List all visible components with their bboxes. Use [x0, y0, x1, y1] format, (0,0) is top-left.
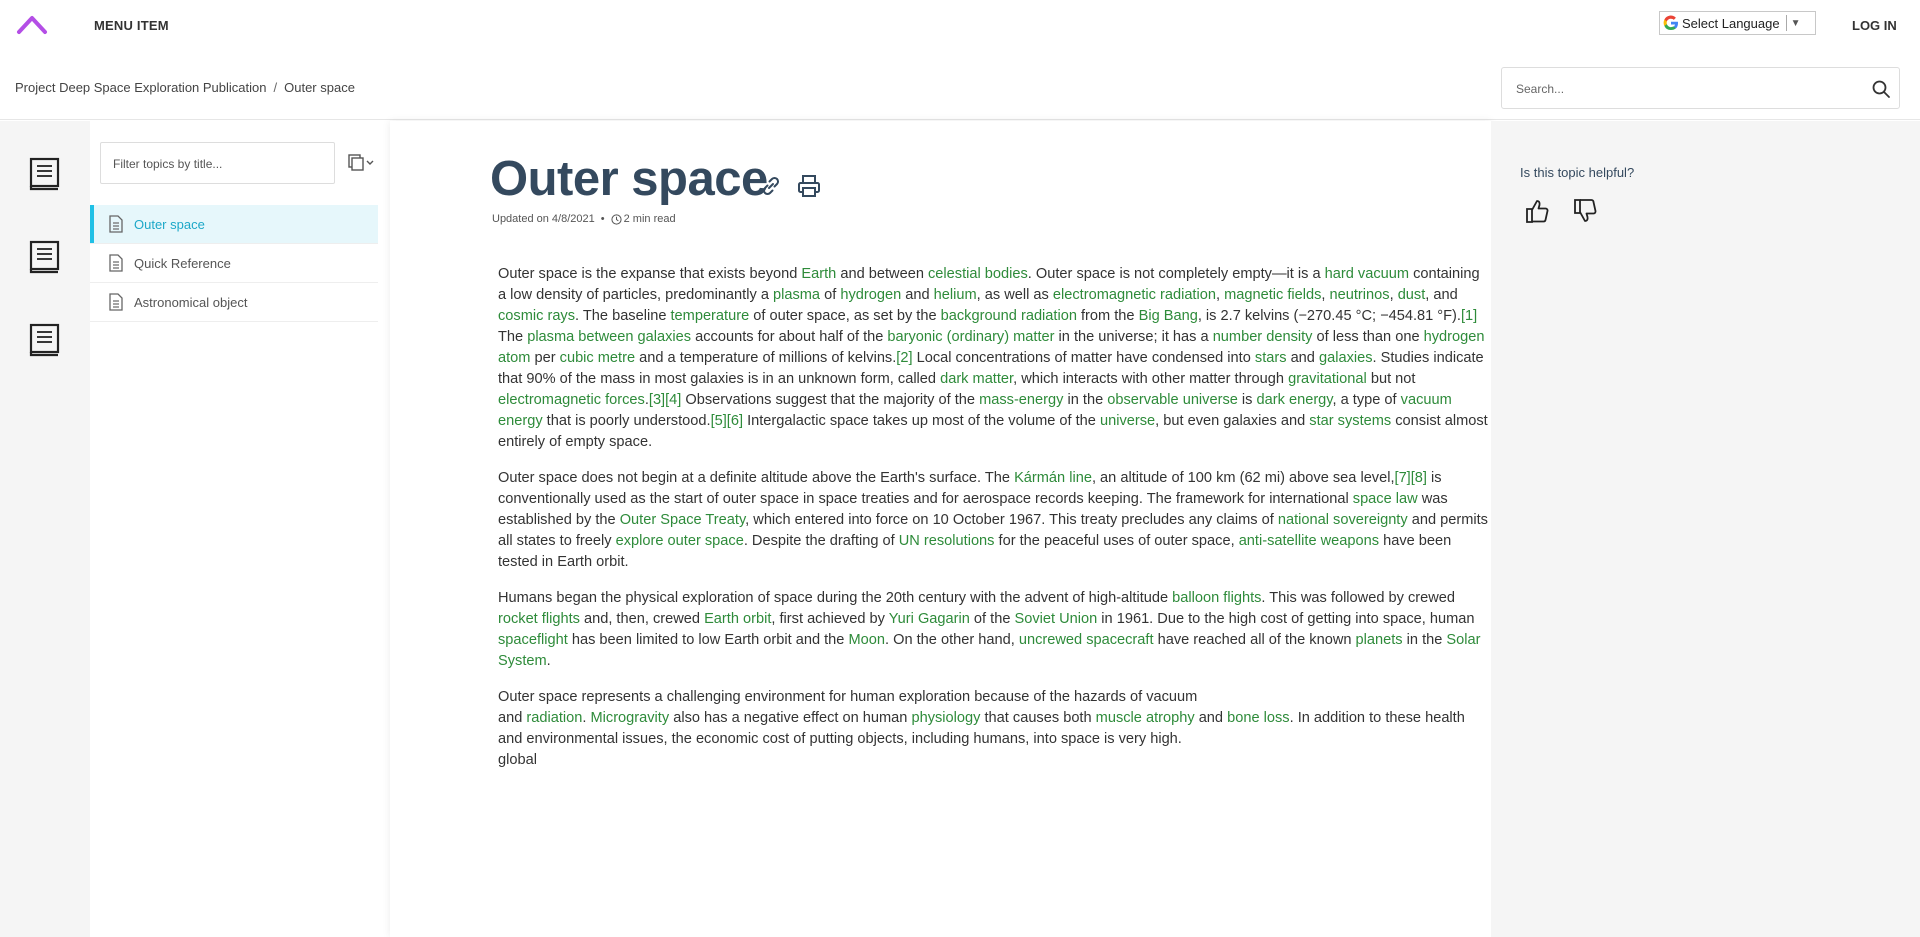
topic-label: Astronomical object — [134, 294, 248, 310]
article-link[interactable]: [2] — [896, 350, 913, 366]
article-text: was established by the — [498, 491, 1448, 528]
topic-label: Outer space — [134, 216, 205, 232]
article-text: containing a low density of particles, predominantly a — [498, 266, 1480, 303]
article-text: that causes both — [980, 710, 1096, 726]
article-text: have been tested in Earth orbit. — [498, 533, 1452, 570]
article-text: in 1961. Due to the high cost of getting into space, human — [1097, 611, 1475, 627]
language-select[interactable] — [1659, 11, 1816, 35]
article-text: have reached all of the known — [1153, 632, 1356, 648]
article-text: that is poorly understood. — [542, 413, 711, 429]
article-link[interactable]: universe — [1099, 413, 1156, 429]
article-text: Outer space represents a challenging environment for human exploration because of the hazards of vacuum — [498, 689, 1198, 705]
article-link[interactable]: cubic metre — [559, 350, 636, 366]
article-link[interactable]: mass-energy — [979, 392, 1064, 408]
article-link[interactable]: observable universe — [1107, 392, 1238, 408]
article-link[interactable]: dust — [1397, 287, 1426, 303]
article-link[interactable]: hard vacuum — [1324, 266, 1410, 282]
article-link[interactable]: helium — [933, 287, 977, 303]
breadcrumb-separator: / — [273, 80, 278, 95]
read-time: 2 min read — [623, 213, 676, 225]
thumbs-down-icon[interactable] — [1572, 197, 1600, 225]
article-text: . — [644, 392, 649, 408]
book-icon[interactable] — [28, 240, 62, 274]
article-text: has been limited to low Earth orbit and the — [567, 632, 849, 648]
article-text: in the universe; it has a — [1054, 329, 1213, 345]
article-text: , a type of — [1332, 392, 1401, 408]
article-link[interactable]: temperature — [670, 308, 750, 324]
helpful-question: Is this topic helpful? — [1520, 165, 1635, 180]
article-link[interactable]: dark energy — [1256, 392, 1333, 408]
article-link[interactable]: neutrinos — [1329, 287, 1390, 303]
topic-sidebar — [90, 121, 390, 937]
article-text: and — [901, 287, 934, 303]
article-link[interactable]: [6] — [726, 413, 744, 429]
article-link[interactable]: hydrogen atom — [498, 329, 1485, 366]
article-text: , which entered into force on 10 October 1967. This treaty precludes any claims of — [745, 512, 1278, 528]
article-text: and between — [836, 266, 928, 282]
article-link[interactable]: muscle atrophy — [1095, 710, 1195, 726]
article-link[interactable]: Microgravity — [590, 710, 670, 726]
article-text: The — [498, 329, 528, 345]
article-text: and — [1286, 350, 1319, 366]
article-link[interactable]: cosmic rays — [498, 308, 576, 324]
article-link[interactable]: stars — [1254, 350, 1287, 366]
article-link[interactable]: number density — [1212, 329, 1313, 345]
article-link[interactable]: electromagnetic forces — [498, 392, 645, 408]
topic-list — [90, 205, 378, 322]
article-text: also has a negative effect on human — [669, 710, 912, 726]
menu-item-link[interactable]: MENU ITEM — [94, 18, 169, 33]
article-link[interactable]: Big Bang — [1138, 308, 1198, 324]
article-text: , — [1321, 287, 1330, 303]
search-input[interactable] — [1516, 79, 1846, 99]
article-text: global — [498, 752, 537, 768]
article-link[interactable]: [3] — [648, 392, 666, 408]
article-text: Outer space does not begin at a definite altitude above the Earth's surface. The — [498, 470, 1015, 486]
article-link[interactable]: Solar System — [498, 632, 1481, 669]
article-text: . The baseline — [575, 308, 671, 324]
article-text: , and — [1425, 287, 1458, 303]
article-link[interactable]: background radiation — [940, 308, 1077, 324]
article-text: from the — [1076, 308, 1139, 324]
clock-icon — [611, 214, 622, 225]
article-text: of less than one — [1312, 329, 1424, 345]
article-body — [498, 264, 1488, 786]
article-link[interactable]: magnetic fields — [1224, 287, 1322, 303]
article-text: of outer space, as set by the — [749, 308, 941, 324]
breadcrumb-current: Outer space — [284, 80, 355, 95]
article-text: . On the other hand, — [884, 632, 1019, 648]
article-link[interactable]: bone loss — [1227, 710, 1290, 726]
article-link[interactable]: dark matter — [940, 371, 1014, 387]
breadcrumb — [15, 80, 355, 95]
document-icon — [108, 254, 124, 272]
caret-down-icon: ▼ — [1790, 17, 1801, 29]
topic-item-quick-reference[interactable] — [90, 244, 378, 283]
article-link[interactable]: explore outer space — [615, 533, 744, 549]
article-text: for the peaceful uses of outer space, — [994, 533, 1239, 549]
article-link[interactable]: Soviet Union — [1014, 611, 1098, 627]
language-divider — [1786, 15, 1787, 31]
article-panel — [390, 121, 1491, 937]
article-link[interactable]: planets — [1355, 632, 1403, 648]
article-text: , but even galaxies and — [1155, 413, 1310, 429]
collapse-all-icon[interactable] — [346, 153, 376, 173]
article-link[interactable]: star systems — [1309, 413, 1392, 429]
article-link[interactable]: [7] — [1394, 470, 1411, 486]
article-link[interactable]: national sovereignty — [1277, 512, 1408, 528]
article-link[interactable]: Earth orbit — [704, 611, 772, 627]
article-text: consist almost entirely of empty space. — [498, 413, 1488, 450]
title-actions — [758, 173, 822, 199]
article-text: per — [530, 350, 560, 366]
article-text: . — [546, 653, 551, 669]
article-link[interactable]: [5] — [710, 413, 727, 429]
article-text: of the — [969, 611, 1015, 627]
article-link[interactable]: galaxies — [1318, 350, 1373, 366]
article-link[interactable]: plasma between galaxies — [527, 329, 692, 345]
search-icon[interactable] — [1871, 79, 1891, 99]
language-label: Select Language — [1682, 15, 1780, 31]
article-text: Local concentrations of matter have condensed into — [912, 350, 1255, 366]
thumbs-up-icon[interactable] — [1524, 197, 1552, 225]
article-link[interactable]: Moon — [848, 632, 885, 648]
article-text: Observations suggest that the majority of the — [681, 392, 980, 408]
article-link[interactable]: balloon flights — [1172, 590, 1262, 606]
logo-icon[interactable] — [16, 12, 48, 36]
article-link[interactable]: [1] — [1460, 308, 1478, 324]
article-link[interactable]: anti-satellite weapons — [1238, 533, 1380, 549]
top-bar — [0, 0, 1920, 50]
feedback-panel — [1491, 121, 1920, 937]
article-text: and — [498, 710, 527, 726]
topic-label: Quick Reference — [134, 255, 231, 271]
article-paragraph — [498, 588, 1488, 672]
article-link[interactable]: vacuum energy — [498, 392, 1452, 429]
article-link[interactable]: hydrogen — [840, 287, 902, 303]
publication-rail — [0, 121, 90, 937]
article-link[interactable]: [8] — [1410, 470, 1427, 486]
topic-item-astronomical-object[interactable] — [90, 283, 378, 322]
topic-item-outer-space[interactable] — [90, 205, 378, 244]
document-icon — [108, 293, 124, 311]
link-icon[interactable] — [758, 173, 784, 199]
article-link[interactable]: Outer Space Treaty — [619, 512, 746, 528]
article-link[interactable]: [4] — [665, 392, 682, 408]
article-text: . — [582, 710, 591, 726]
article-text: and, then, crewed — [579, 611, 705, 627]
article-link[interactable]: uncrewed spacecraft — [1018, 632, 1154, 648]
article-link[interactable]: electromagnetic radiation — [1052, 287, 1216, 303]
article-text: in the — [1402, 632, 1447, 648]
article-text: is — [1237, 392, 1257, 408]
filter-topics-input[interactable] — [113, 154, 323, 174]
article-text: , — [1215, 287, 1225, 303]
book-icon[interactable] — [28, 323, 62, 357]
article-link[interactable]: plasma — [773, 287, 821, 303]
article-link[interactable]: space law — [1352, 491, 1418, 507]
article-text: . Studies indicate that 90% of the mass in most galaxies is in an unknown form, called — [498, 350, 1484, 387]
article-paragraph — [498, 468, 1488, 573]
article-text: is conventionally used as the start of outer space in space treaties and for aerospace records keeping. The framework for international — [498, 470, 1442, 507]
article-meta — [492, 213, 676, 225]
article-text: . Outer space is not completely empty—it is a — [1027, 266, 1325, 282]
login-button[interactable]: LOG IN — [1852, 18, 1897, 33]
article-text: Humans began the physical exploration of space during the 20th century with the advent of high-altitude — [498, 590, 1173, 606]
article-link[interactable]: baryonic (ordinary) matter — [887, 329, 1055, 345]
article-text: , as well as — [976, 287, 1053, 303]
article-text: Outer space is the expanse that exists beyond — [498, 266, 802, 282]
article-text: of — [820, 287, 841, 303]
article-text: . In addition to these health and environmental issues, the economic cost of putting objects, including humans, into space is very high. — [498, 710, 1465, 747]
article-text: Intergalactic space takes up most of the volume of the — [743, 413, 1100, 429]
article-text: . Despite the drafting of — [743, 533, 899, 549]
updated-date: Updated on 4/8/2021 — [492, 213, 595, 225]
article-link[interactable]: spaceflight — [498, 632, 568, 648]
article-text: and — [1194, 710, 1228, 726]
article-text: accounts for about half of the — [691, 329, 888, 345]
article-text: , first achieved by — [771, 611, 889, 627]
article-link[interactable]: celestial bodies — [928, 266, 1028, 282]
article-text: , — [1389, 287, 1398, 303]
article-text: . This was followed by crewed — [1261, 590, 1456, 606]
meta-separator: • — [600, 213, 605, 225]
print-icon[interactable] — [796, 173, 822, 199]
feedback-buttons — [1524, 197, 1600, 225]
article-link[interactable]: Earth — [801, 266, 837, 282]
article-link[interactable]: rocket flights — [498, 611, 580, 627]
search-box — [1501, 67, 1900, 109]
article-text: and permits all states to freely — [498, 512, 1488, 549]
article-paragraph — [498, 687, 1488, 771]
article-link[interactable]: radiation — [526, 710, 583, 726]
google-icon — [1660, 12, 1682, 34]
article-link[interactable]: Kármán line — [1014, 470, 1092, 486]
article-link[interactable]: gravitational — [1288, 371, 1367, 387]
book-icon[interactable] — [28, 157, 62, 191]
sub-bar — [0, 50, 1920, 120]
breadcrumb-root[interactable]: Project Deep Space Exploration Publication — [15, 80, 267, 95]
filter-box — [100, 142, 335, 184]
article-text: and a temperature of millions of kelvins. — [635, 350, 897, 366]
page-title: Outer space — [490, 152, 768, 206]
article-link[interactable]: UN resolutions — [898, 533, 995, 549]
article-link[interactable]: physiology — [911, 710, 981, 726]
article-text: in the — [1063, 392, 1108, 408]
article-link[interactable]: Yuri Gagarin — [888, 611, 970, 627]
article-text: , is 2.7 kelvins (−270.45 °C; −454.81 °F). — [1197, 308, 1461, 324]
article-text: , an altitude of 100 km (62 mi) above sea level, — [1091, 470, 1395, 486]
article-paragraph — [498, 264, 1488, 453]
article-text: but not — [1366, 371, 1416, 387]
article-text: , which interacts with other matter through — [1013, 371, 1289, 387]
document-icon — [108, 215, 124, 233]
